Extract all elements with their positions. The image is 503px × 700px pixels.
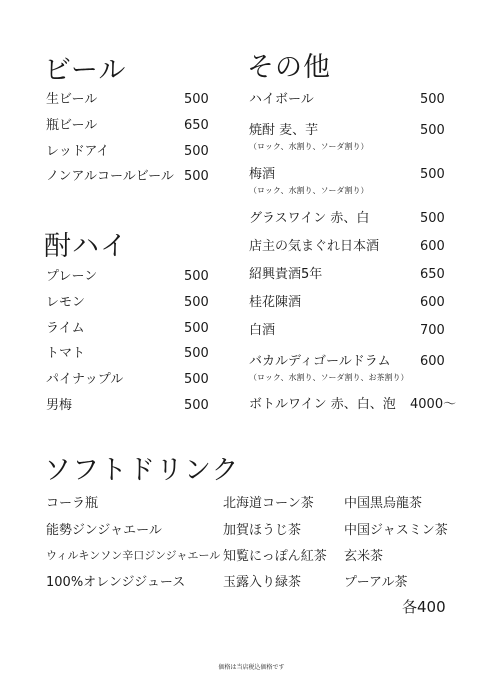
item-name: 梅酒 [249,167,276,182]
beer-title: ビール [44,55,127,86]
soft-drink-title: ソフトドリンク [44,455,240,486]
item-price: 4000～ [410,397,457,412]
item-name: トマト [46,346,86,361]
item-name: レモン [46,295,86,310]
tax-note: 価格は当店税込価格です [218,664,285,671]
item-price: 500 [184,346,209,361]
item-price: 500 [184,321,209,336]
drink-item: 知覧にっぽん紅茶 [223,549,327,564]
item-name: 男梅 [46,398,73,413]
item-name: パイナップル [46,372,124,387]
item-name: 店主の気まぐれ日本酒 [249,239,380,254]
item-name: プレーン [46,269,98,284]
drink-item: 能勢ジンジャエール [46,523,162,538]
item-name: ボトルワイン 赤、白、泡 [249,397,396,412]
item-name: ハイボール [249,92,314,107]
item-note: （ロック、水割り、ソーダ割り） [249,142,369,151]
drink-item: 100%オレンジジュース [46,575,186,590]
item-name: グラスワイン 赤、白 [249,211,370,226]
item-name: 桂花陳酒 [249,295,302,310]
drink-item: 北海道コーン茶 [223,496,314,511]
item-note: （ロック、水割り、ソーダ割り、お茶割り） [249,373,409,382]
item-price: 500 [184,92,209,107]
item-note: （ロック、水割り、ソーダ割り） [249,186,369,195]
item-price: 500 [420,92,445,107]
drink-item: 玄米茶 [344,549,384,564]
item-price: 500 [420,123,445,138]
drink-item: 中国黒烏龍茶 [344,496,423,511]
item-price: 650 [184,118,209,133]
item-name: 紹興貴酒5年 [249,267,323,282]
drink-item: 加賀ほうじ茶 [223,523,302,538]
item-name: バカルディゴールドラム [249,354,391,369]
item-name: 焼酎 麦、芋 [249,123,319,138]
item-name: ノンアルコールビール [46,169,174,184]
item-price: 650 [420,267,445,282]
item-price: 500 [184,398,209,413]
item-name: ライム [46,321,85,336]
drink-item: プーアル茶 [344,575,408,590]
item-name: 生ビール [46,92,98,107]
item-price: 500 [420,211,445,226]
item-price: 500 [184,372,209,387]
item-price: 600 [420,239,445,254]
item-price: 500 [184,144,209,159]
other-title: その他 [247,52,331,83]
item-price: 500 [184,169,209,184]
item-name: レッドアイ [46,144,110,159]
item-price: 700 [420,323,445,338]
item-price: 500 [184,295,209,310]
drink-item: コーラ瓶 [46,496,99,511]
item-price: 600 [420,354,445,369]
item-name: 瓶ビール [46,118,98,133]
item-price: 500 [420,167,445,182]
item-price: 600 [420,295,445,310]
drink-item: ウィルキンソン辛口ジンジャエール [46,549,221,562]
item-name: 白酒 [249,323,276,338]
drink-item: 玉露入り緑茶 [223,575,302,590]
item-price: 500 [184,269,209,284]
each-price: 各400 [402,598,446,616]
chuhai-title: 酎ハイ [44,231,128,262]
drink-item: 中国ジャスミン茶 [344,523,448,538]
